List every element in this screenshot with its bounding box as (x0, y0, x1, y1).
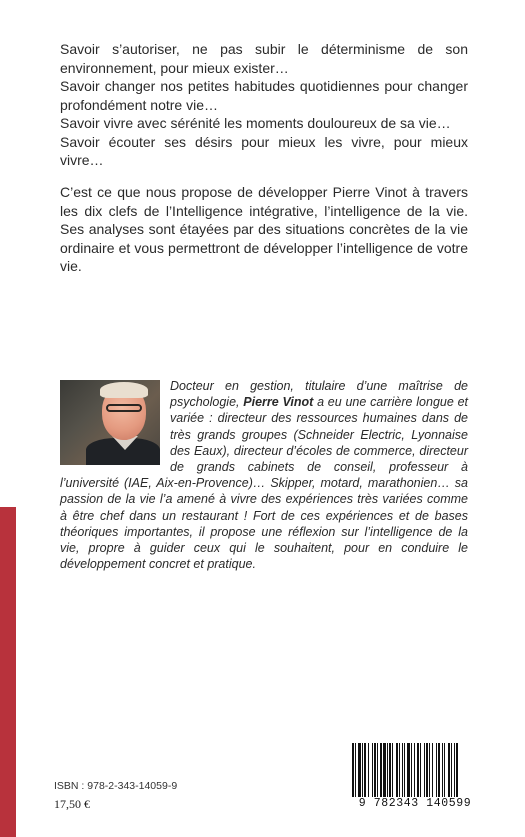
author-name: Pierre Vinot (243, 395, 314, 410)
author-bio-text: Docteur en gestion, titulaire d’une maîtrise de psychologie, (170, 379, 468, 410)
barcode-digits: 9 782343 140599 (346, 797, 484, 810)
intro-line: Savoir vivre avec sérénité les moments douloureux de sa vie… (60, 115, 451, 131)
book-description: C’est ce que nous propose de développer Pierre Vinot à travers les dix clefs de l’Intelligence intégrative, l’intelligence de la vie. Ses analyses sont étayées par des situations concrètes de la vie ordinaire et vous permettront de développer l’intelligence de votre vie. (60, 184, 468, 274)
author-bio-text: a eu une carrière longue et variée : directeur des ressources humaines dans de très grands groupes (Schneider Electric, Lyonnaise des Eaux), directeur d’écoles de commerce, directeur de grands cabinets de conseil, professeur à l’université (IAE, Aix-en-Provence)… Skipper, motard, marathonien… sa passion de la vie l’a amené à vivre des expériences très variées comme à être chef dans un restaurant ! Fort de ces expériences et de bases théoriques importantes, il propose une réflexion sur l’intelligence de la vie, propre à guider ceux qui le souhaitent, pour en conduire le développement concret et pratique. (60, 395, 469, 572)
author-bio-block (60, 378, 468, 572)
intro-line: Savoir écouter ses désirs pour mieux les vivre, pour mieux vivre… (60, 133, 468, 168)
barcode-bars (346, 741, 484, 801)
spine-color-band (0, 507, 16, 837)
intro-paragraphs (60, 40, 468, 170)
intro-line: Savoir s’autoriser, ne pas subir le déterminisme de son environnement, pour mieux exister… (60, 41, 468, 76)
isbn-text: ISBN : 978-2-343-14059-9 (54, 780, 178, 792)
author-photo (60, 380, 160, 465)
intro-line: Savoir changer nos petites habitudes quotidiennes pour changer profondément notre vie… (60, 78, 468, 113)
price-text: 17,50 € (54, 797, 90, 811)
